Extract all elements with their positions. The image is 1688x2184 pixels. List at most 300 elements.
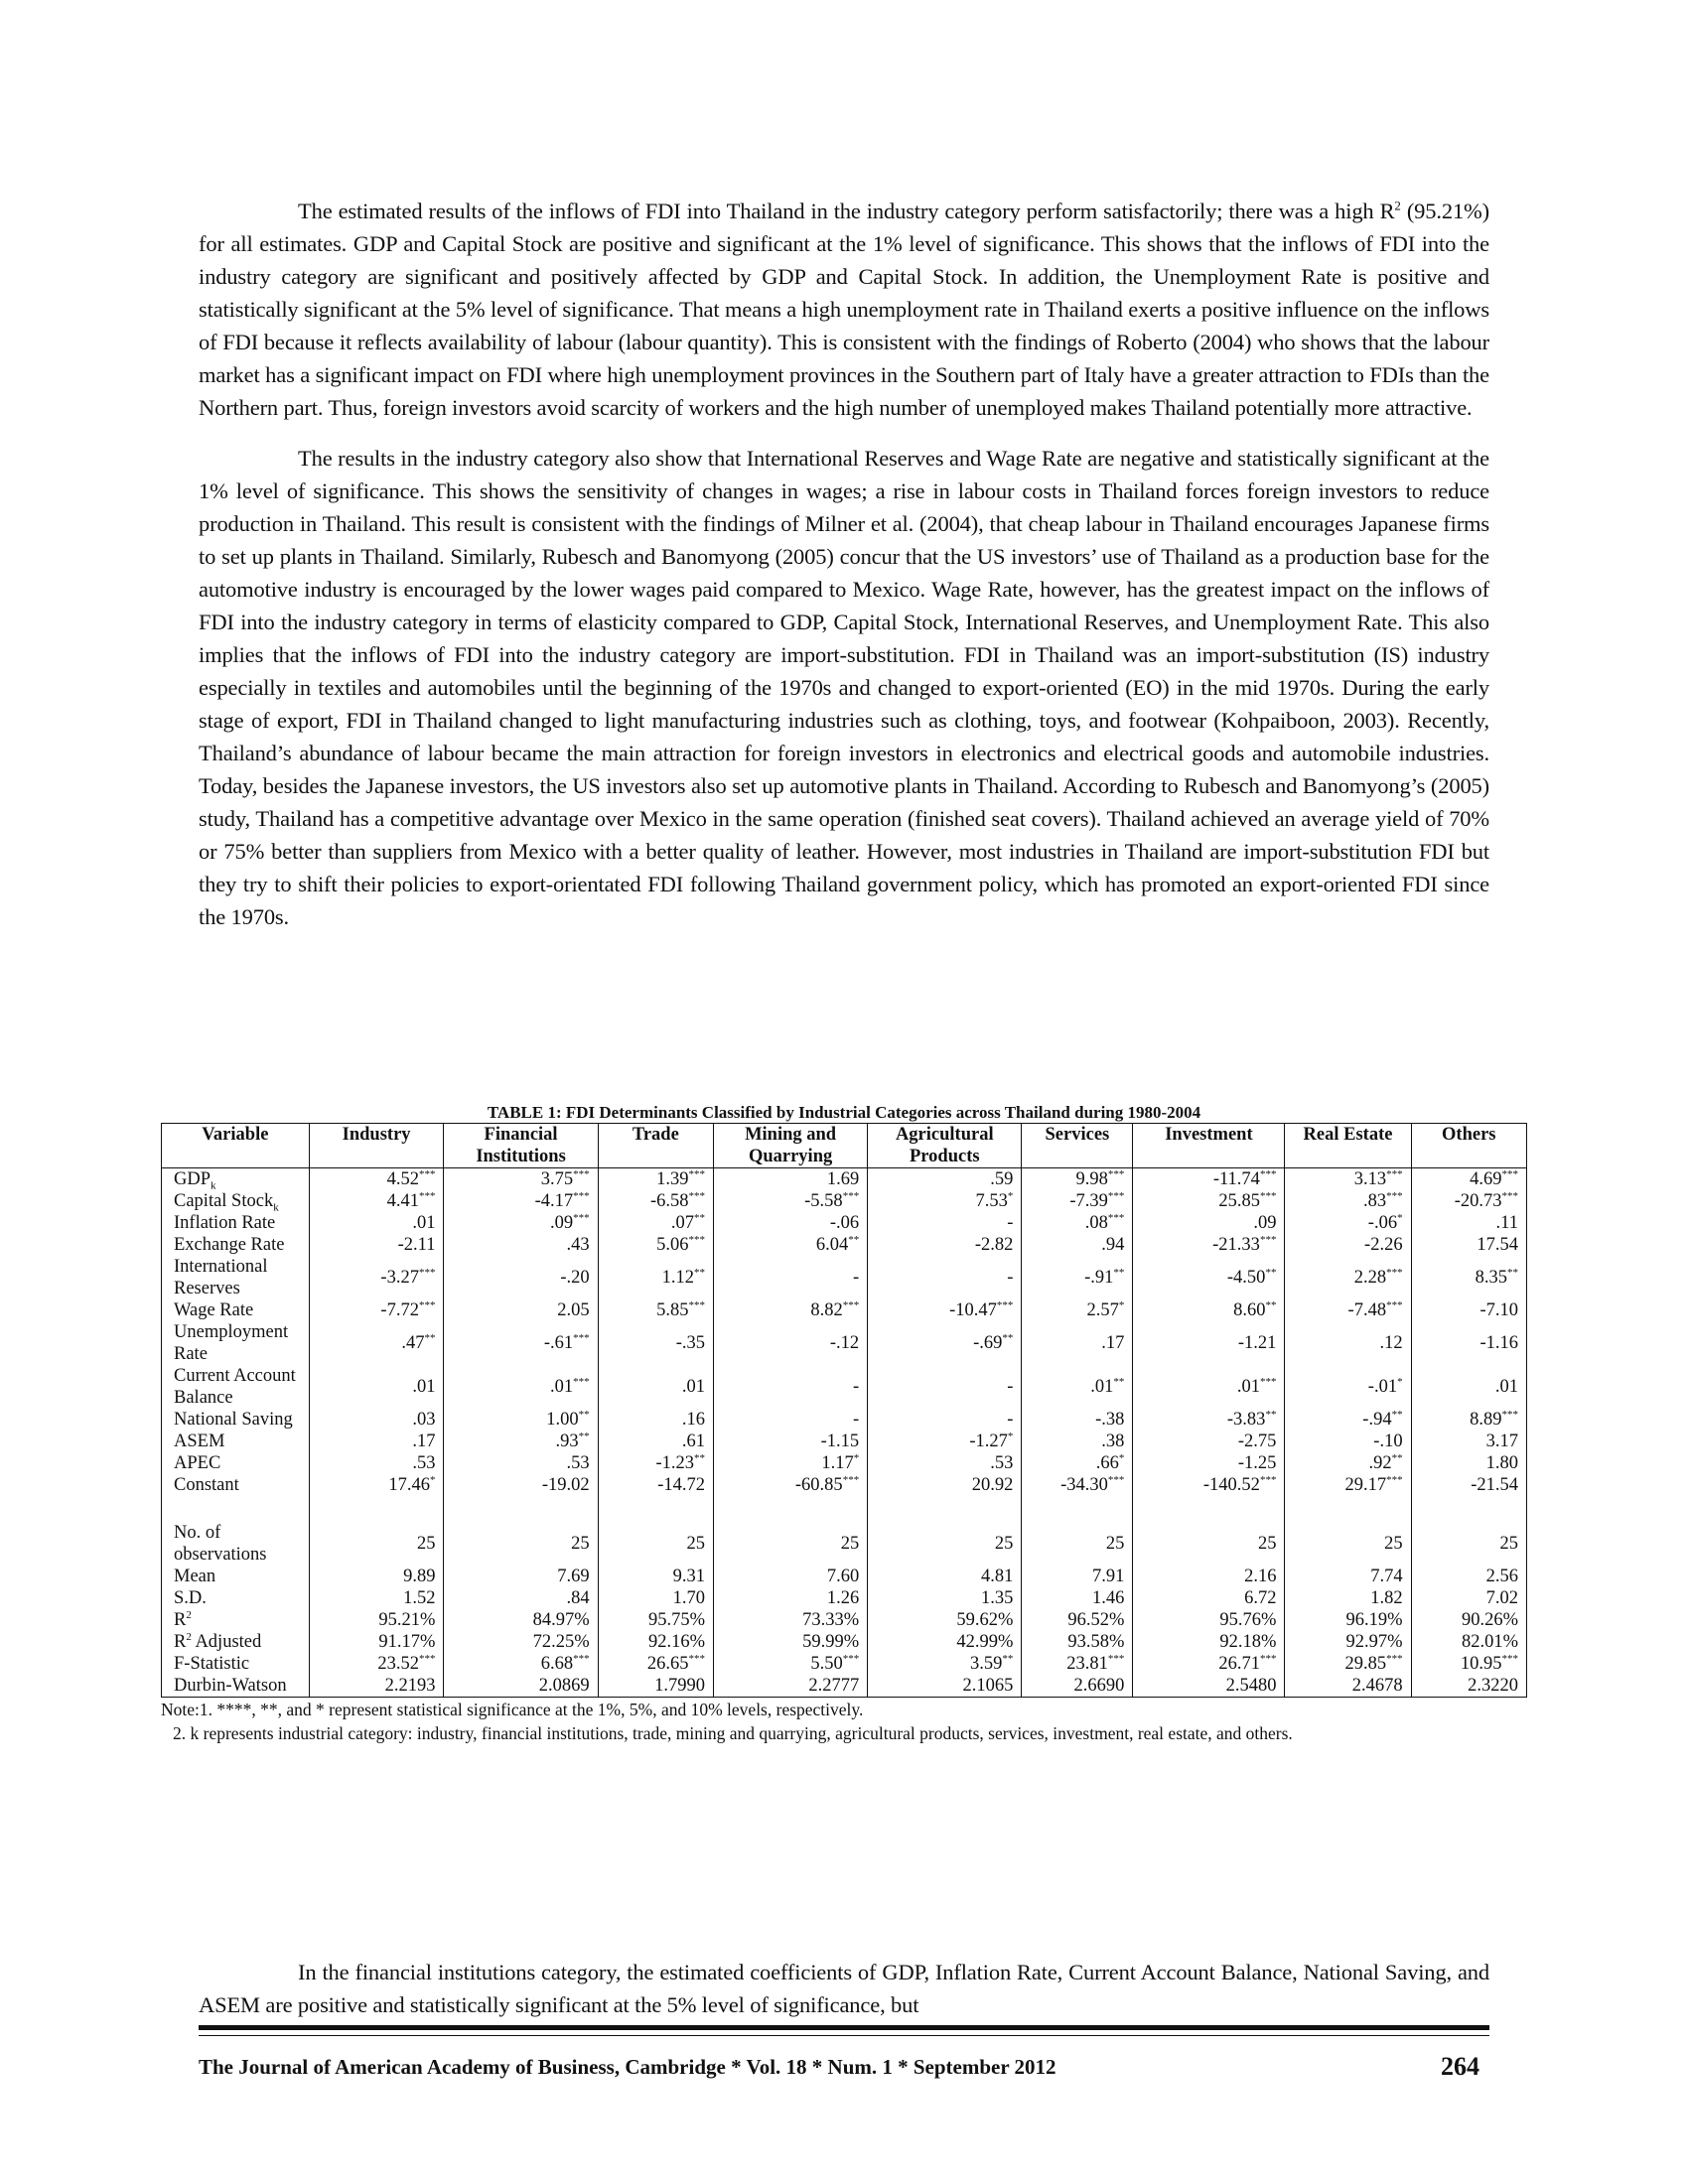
significance-stars: ***: [1107, 1189, 1125, 1202]
table-cell: [714, 1299, 868, 1321]
table-cell: [309, 1212, 444, 1234]
row-label-text: S.D.: [174, 1588, 207, 1608]
cell-value: -60.85: [794, 1475, 843, 1495]
table-row: [162, 1587, 1527, 1609]
cell-value: 59.62%: [956, 1610, 1014, 1630]
spacer-cell: [1022, 1496, 1133, 1522]
table-cell: [1285, 1522, 1411, 1566]
table-cell: [868, 1299, 1022, 1321]
spacer-cell: [1133, 1496, 1285, 1522]
row-label-text: Capital Stock: [174, 1191, 274, 1211]
cell-value: 25: [840, 1534, 860, 1554]
cell-value: -.01: [1367, 1377, 1398, 1397]
cell-value: 2.6690: [1073, 1676, 1125, 1696]
row-label-text: Exchange Rate: [174, 1235, 285, 1255]
significance-stars: **: [1113, 1375, 1125, 1388]
cell-value: -.61: [543, 1333, 574, 1353]
cell-value: 7.02: [1485, 1588, 1518, 1608]
table-cell: [1022, 1365, 1133, 1409]
cell-value: -2.11: [397, 1235, 436, 1255]
cell-value: 1.00: [546, 1410, 579, 1430]
cell-value: 1.7990: [654, 1676, 706, 1696]
cell-value: 25.85: [1218, 1191, 1260, 1211]
table-cell: [1022, 1631, 1133, 1653]
cell-value: -.35: [675, 1333, 706, 1353]
cell-value: -20.73: [1454, 1191, 1502, 1211]
cell-value: .11: [1495, 1213, 1518, 1233]
table-cell: [598, 1299, 713, 1321]
cell-value: 95.75%: [647, 1610, 706, 1630]
cell-value: 3.13: [1353, 1169, 1387, 1189]
row-label: [162, 1587, 310, 1609]
cell-value: .92: [1368, 1453, 1392, 1473]
table-cell: [309, 1234, 444, 1256]
table-cell: [309, 1522, 444, 1566]
significance-stars: **: [694, 1451, 706, 1464]
row-label-text: ASEM: [174, 1432, 225, 1451]
cell-value: 95.21%: [378, 1610, 436, 1630]
table-cell: [1411, 1609, 1526, 1631]
table-cell: [1133, 1631, 1285, 1653]
cell-value: -34.30: [1060, 1475, 1108, 1495]
table-cell: [1285, 1587, 1411, 1609]
table-cell: [309, 1566, 444, 1587]
table-cell: [598, 1365, 713, 1409]
cell-value: -.38: [1095, 1410, 1125, 1430]
table-cell: [598, 1168, 713, 1191]
significance-stars: ***: [418, 1189, 436, 1202]
table-row: [162, 1365, 1527, 1409]
table-cell: [1285, 1452, 1411, 1474]
table-cell: [868, 1474, 1022, 1496]
significance-stars: *: [1118, 1298, 1125, 1311]
significance-stars: **: [1391, 1451, 1403, 1464]
significance-stars: ***: [573, 1211, 590, 1224]
table-cell: [1411, 1168, 1526, 1191]
spacer-cell: [1411, 1496, 1526, 1522]
cell-value: -1.25: [1237, 1453, 1277, 1473]
significance-stars: **: [1265, 1266, 1277, 1279]
cell-value: -.10: [1373, 1432, 1403, 1451]
cell-value: 6.72: [1244, 1588, 1277, 1608]
table-cell: [309, 1452, 444, 1474]
row-label-text: R: [174, 1610, 187, 1630]
table-cell: [868, 1631, 1022, 1653]
table-cell: [598, 1609, 713, 1631]
table-cell: [1022, 1321, 1133, 1365]
table-cell: [598, 1522, 713, 1566]
cell-value: 2.1065: [962, 1676, 1014, 1696]
table-cell: [1022, 1566, 1133, 1587]
significance-stars: ***: [842, 1298, 860, 1311]
table-cell: [1133, 1234, 1285, 1256]
table-cell: [598, 1234, 713, 1256]
cell-value: 25: [994, 1534, 1014, 1554]
cell-value: -7.72: [380, 1300, 419, 1320]
significance-stars: ***: [418, 1652, 436, 1665]
table-cell: [868, 1190, 1022, 1212]
significance-stars: **: [694, 1211, 706, 1224]
table-cell: [1411, 1299, 1526, 1321]
table-cell: [309, 1631, 444, 1653]
cell-value: 1.82: [1370, 1588, 1403, 1608]
table-cell: [714, 1522, 868, 1566]
cell-value: -: [853, 1410, 860, 1430]
significance-stars: ***: [688, 1652, 706, 1665]
cell-value: -21.33: [1212, 1235, 1260, 1255]
row-label: [162, 1631, 310, 1653]
cell-value: -5.58: [804, 1191, 843, 1211]
cell-value: 92.18%: [1219, 1632, 1277, 1652]
row-label: [162, 1653, 310, 1675]
cell-value: 8.89: [1470, 1410, 1502, 1430]
significance-stars: ***: [1386, 1298, 1403, 1311]
cell-value: 1.12: [661, 1268, 695, 1288]
table-cell: [1022, 1675, 1133, 1698]
table-cell: [868, 1452, 1022, 1474]
cell-value: 96.52%: [1067, 1610, 1125, 1630]
cell-value: .59: [990, 1169, 1014, 1189]
table-cell: [868, 1321, 1022, 1365]
significance-stars: ***: [573, 1652, 590, 1665]
cell-value: 25: [571, 1534, 590, 1554]
table-cell: [1285, 1653, 1411, 1675]
cell-value: -1.21: [1237, 1333, 1277, 1353]
table-cell: [714, 1653, 868, 1675]
cell-value: 1.80: [1485, 1453, 1518, 1473]
column-header: Variable: [162, 1124, 310, 1168]
cell-value: 23.81: [1066, 1654, 1108, 1674]
cell-value: -: [853, 1377, 860, 1397]
significance-stars: ***: [1107, 1473, 1125, 1486]
cell-value: 3.17: [1485, 1432, 1518, 1451]
table-cell: [714, 1212, 868, 1234]
significance-stars: ***: [573, 1331, 590, 1344]
table-cell: [1411, 1566, 1526, 1587]
table-cell: [444, 1190, 598, 1212]
significance-stars: ***: [1259, 1652, 1277, 1665]
cell-value: 59.99%: [802, 1632, 860, 1652]
significance-stars: ***: [1386, 1266, 1403, 1279]
table-cell: [1022, 1609, 1133, 1631]
table-cell: [1022, 1653, 1133, 1675]
table-cell: [598, 1631, 713, 1653]
cell-value: .17: [1101, 1333, 1125, 1353]
row-label: [162, 1190, 310, 1212]
table-cell: [868, 1365, 1022, 1409]
cell-value: -.94: [1362, 1410, 1392, 1430]
table-cell: [1133, 1522, 1285, 1566]
table-cell: [598, 1256, 713, 1299]
cell-value: 29.85: [1344, 1654, 1387, 1674]
significance-stars: **: [578, 1430, 590, 1442]
cell-value: 20.92: [971, 1475, 1014, 1495]
cell-value: 5.06: [656, 1235, 689, 1255]
cell-value: -: [1007, 1377, 1014, 1397]
cell-value: .01: [1494, 1377, 1518, 1397]
significance-stars: ***: [1386, 1473, 1403, 1486]
cell-value: .53: [990, 1453, 1014, 1473]
cell-value: 6.04: [815, 1235, 849, 1255]
table-cell: [714, 1365, 868, 1409]
table-cell: [868, 1212, 1022, 1234]
cell-value: .03: [412, 1410, 436, 1430]
cell-value: 7.91: [1092, 1567, 1125, 1586]
table-cell: [598, 1321, 713, 1365]
table-cell: [1022, 1409, 1133, 1431]
table-cell: [1285, 1212, 1411, 1234]
table-cell: [1411, 1522, 1526, 1566]
paragraph-1: [199, 195, 1489, 424]
row-label: [162, 1452, 310, 1474]
table-cell: [309, 1587, 444, 1609]
spacer-cell: [309, 1496, 444, 1522]
cell-value: 26.65: [646, 1654, 689, 1674]
note-1: Note:1. ****, **, and * represent statistical significance at the 1%, 5%, and 10% levels, respectively.: [161, 1700, 864, 1719]
significance-stars: ***: [1107, 1211, 1125, 1224]
significance-stars: ***: [1259, 1167, 1277, 1180]
table-row: [162, 1321, 1527, 1365]
cell-value: .16: [681, 1410, 706, 1430]
row-label: [162, 1365, 310, 1409]
cell-value: 2.4678: [1351, 1676, 1403, 1696]
table-cell: [868, 1168, 1022, 1191]
table-cell: [1285, 1168, 1411, 1191]
cell-value: .01: [1090, 1377, 1114, 1397]
table-header-row: [162, 1124, 1527, 1168]
table-cell: [1133, 1431, 1285, 1452]
table-cell: [598, 1190, 713, 1212]
significance-stars: ***: [688, 1233, 706, 1246]
cell-value: -19.02: [541, 1475, 590, 1495]
significance-stars: ***: [1259, 1375, 1277, 1388]
cell-value: 2.05: [557, 1300, 590, 1320]
table-cell: [1411, 1234, 1526, 1256]
significance-stars: ***: [842, 1652, 860, 1665]
cell-value: .01: [1236, 1377, 1260, 1397]
cell-value: .66: [1095, 1453, 1119, 1473]
table-cell: [598, 1452, 713, 1474]
row-label-text: No. of observations: [174, 1523, 267, 1565]
table-cell: [868, 1409, 1022, 1431]
table-cell: [444, 1212, 598, 1234]
significance-stars: *: [1118, 1451, 1125, 1464]
r-squared-superscript: 2: [1394, 198, 1401, 213]
table-cell: [1022, 1256, 1133, 1299]
table-cell: [444, 1431, 598, 1452]
table-row: [162, 1631, 1527, 1653]
table-cell: [1133, 1321, 1285, 1365]
cell-value: -7.48: [1347, 1300, 1387, 1320]
paragraph-3: In the financial institutions category, the estimated coefficients of GDP, Inflation Rate, Current Account Balance, National Saving, and ASEM are positive and statistically significant at the 5% level of significance, but: [199, 1960, 1489, 2017]
cell-value: -10.47: [949, 1300, 997, 1320]
cell-value: 25: [1105, 1534, 1125, 1554]
table-cell: [309, 1321, 444, 1365]
cell-value: 7.53: [975, 1191, 1008, 1211]
cell-value: -4.50: [1226, 1268, 1266, 1288]
significance-stars: ***: [1501, 1189, 1518, 1202]
table-cell: [1133, 1653, 1285, 1675]
table-cell: [1022, 1587, 1133, 1609]
significance-stars: ***: [688, 1189, 706, 1202]
table-cell: [1022, 1474, 1133, 1496]
cell-value: 2.5480: [1225, 1676, 1277, 1696]
significance-stars: ***: [842, 1189, 860, 1202]
table-cell: [598, 1566, 713, 1587]
table-cell: [1133, 1587, 1285, 1609]
table-cell: [598, 1431, 713, 1452]
cell-value: -3.83: [1226, 1410, 1266, 1430]
cell-value: 82.01%: [1461, 1632, 1518, 1652]
table-row: [162, 1299, 1527, 1321]
cell-value: 25: [1384, 1534, 1403, 1554]
spacer-cell: [868, 1496, 1022, 1522]
table-row: [162, 1234, 1527, 1256]
cell-value: 1.52: [403, 1588, 436, 1608]
significance-stars: *: [1007, 1430, 1014, 1442]
table-cell: [309, 1190, 444, 1212]
significance-stars: **: [1265, 1298, 1277, 1311]
table-cell: [598, 1587, 713, 1609]
spacer-cell: [162, 1496, 310, 1522]
cell-value: 5.85: [656, 1300, 689, 1320]
table-cell: [1133, 1409, 1285, 1431]
cell-value: -: [1007, 1213, 1014, 1233]
cell-value: 3.75: [540, 1169, 574, 1189]
table-cell: [1411, 1675, 1526, 1698]
table-cell: [598, 1212, 713, 1234]
column-header: Trade: [598, 1124, 713, 1168]
table-cell: [1285, 1299, 1411, 1321]
significance-stars: ***: [1501, 1652, 1518, 1665]
cell-value: 7.69: [557, 1567, 590, 1586]
table-cell: [1285, 1190, 1411, 1212]
cell-value: .17: [412, 1432, 436, 1451]
cell-value: 2.0869: [538, 1676, 590, 1696]
table-cell: [868, 1256, 1022, 1299]
cell-value: 92.16%: [647, 1632, 706, 1652]
row-label: [162, 1431, 310, 1452]
table-cell: [714, 1234, 868, 1256]
table-cell: [868, 1234, 1022, 1256]
table-1: [161, 1103, 1527, 1745]
paragraph-1-text-b: (95.21%) for all estimates. GDP and Capital Stock are positive and significant at the 1% level of significance. This shows that the inflows of FDI into the industry category are significant and positively affected by GDP and Capital Stock. In addition, the Unemployment Rate is positive and statistically significant at the 5% level of significance. That means a high unemployment rate in Thailand exerts a positive influence on the inflows of FDI because it reflects availability of labour (labour quantity). This is consistent with the findings of Roberto (2004) who shows that the labour market has a significant impact on FDI where high unemployment provinces in the Southern part of Italy have a greater attraction to FDIs than the Northern part. Thus, foreign investors avoid scarcity of workers and the high number of unemployed makes Thailand potentially more attractive.: [199, 199, 1489, 420]
significance-stars: *: [1397, 1375, 1403, 1388]
cell-value: 2.3220: [1468, 1676, 1518, 1696]
table-row: [162, 1409, 1527, 1431]
table-cell: [714, 1256, 868, 1299]
table-cell: [1285, 1566, 1411, 1587]
cell-value: 4.52: [386, 1169, 419, 1189]
cell-value: 5.50: [810, 1654, 843, 1674]
significance-stars: **: [1507, 1266, 1518, 1279]
journal-citation: The Journal of American Academy of Business, Cambridge * Vol. 18 * Num. 1 * September 2012: [199, 2055, 1056, 2079]
table-cell: [444, 1256, 598, 1299]
cell-value: -.91: [1084, 1268, 1114, 1288]
cell-value: 2.16: [1244, 1567, 1277, 1586]
table-cell: [444, 1631, 598, 1653]
cell-value: -140.52: [1202, 1475, 1260, 1495]
cell-value: -2.26: [1364, 1235, 1403, 1255]
table-row: [162, 1675, 1527, 1698]
cell-value: 2.56: [1485, 1567, 1518, 1586]
table-cell: [1022, 1431, 1133, 1452]
row-label-text: International Reserves: [174, 1257, 268, 1298]
cell-value: 23.52: [377, 1654, 419, 1674]
table-cell: [598, 1409, 713, 1431]
table-cell: [1022, 1212, 1133, 1234]
table-cell: [444, 1675, 598, 1698]
cell-value: 42.99%: [956, 1632, 1014, 1652]
cell-value: 3.59: [969, 1654, 1003, 1674]
cell-value: .09: [550, 1213, 574, 1233]
cell-value: 1.39: [656, 1169, 689, 1189]
cell-value: -1.16: [1479, 1333, 1518, 1353]
row-label-text: GDP: [174, 1169, 211, 1189]
table-cell: [598, 1675, 713, 1698]
table-cell: [309, 1431, 444, 1452]
cell-value: .93: [555, 1432, 579, 1451]
paragraph-2: The results in the industry category also show that International Reserves and Wage Rate are negative and statistically significant at the 1% level of significance. This shows the sensitivity of changes in wages; a rise in labour costs in Thailand forces foreign investors to reduce production in Thailand. This result is consistent with the findings of Milner et al. (2004), that cheap labour in Thailand encourages Japanese firms to set up plants in Thailand. Similarly, Rubesch and Banomyong (2005) concur that the US investors’ use of Thailand as a production base for the automotive industry is encouraged by the lower wages paid compared to Mexico. Wage Rate, however, has the greatest impact on the inflows of FDI into the industry category in terms of elasticity compared to GDP, Capital Stock, International Reserves, and Unemployment Rate. This also implies that the inflows of FDI into the industry category are import-substitution. FDI in Thailand was an import-substitution (IS) industry especially in textiles and automobiles until the beginning of the 1970s and changed to export-oriented (EO) in the mid 1970s. During the early stage of export, FDI in Thailand changed to light manufacturing industries such as clothing, toys, and footwear (Kohpaiboon, 2003). Recently, Thailand’s abundance of labour became the main attraction for foreign investors in electronics and electrical goods and automobile industries. Today, besides the Japanese investors, the US investors also set up automotive plants in Thailand. According to Rubesch and Banomyong’s (2005) study, Thailand has a competitive advantage over Mexico in the same operation (finished seat covers). Thailand achieved an average yield of 70% or 75% better than suppliers from Mexico with a better quality of leather. However, most industries in Thailand are import-substitution FDI but they try to shift their policies to export-orientated FDI following Thailand government policy, which has promoted an export-oriented FDI since the 1970s.: [199, 446, 1489, 929]
table-cell: [1133, 1256, 1285, 1299]
table-row: [162, 1431, 1527, 1452]
cell-value: -4.17: [534, 1191, 574, 1211]
cell-value: 6.68: [540, 1654, 574, 1674]
significance-stars: **: [1391, 1408, 1403, 1421]
table-cell: [444, 1566, 598, 1587]
significance-stars: *: [1007, 1189, 1014, 1202]
table-cell: [868, 1609, 1022, 1631]
table-cell: [1133, 1675, 1285, 1698]
table-row: [162, 1609, 1527, 1631]
table-cell: [444, 1522, 598, 1566]
table-cell: [444, 1609, 598, 1631]
cell-value: 2.2777: [808, 1676, 860, 1696]
row-label: [162, 1675, 310, 1698]
table-cell: [1285, 1365, 1411, 1409]
table-cell: [714, 1631, 868, 1653]
cell-value: -11.74: [1212, 1169, 1260, 1189]
table-cell: [868, 1653, 1022, 1675]
cell-value: -.06: [829, 1213, 860, 1233]
row-label-text: R: [174, 1632, 187, 1652]
table-cell: [309, 1675, 444, 1698]
row-label-text: F-Statistic: [174, 1654, 250, 1674]
spacer-cell: [714, 1496, 868, 1522]
row-label-subscript: k: [273, 1201, 279, 1214]
row-label-suffix: Adjusted: [191, 1632, 262, 1652]
cell-value: .01: [681, 1377, 706, 1397]
spacer-row: [162, 1496, 1527, 1522]
table-cell: [444, 1168, 598, 1191]
cell-value: -2.75: [1237, 1432, 1277, 1451]
table-cell: [868, 1522, 1022, 1566]
table-cell: [1133, 1212, 1285, 1234]
table-row: [162, 1566, 1527, 1587]
table-cell: [714, 1168, 868, 1191]
table-cell: [714, 1474, 868, 1496]
cell-value: .08: [1084, 1213, 1108, 1233]
significance-stars: ***: [1386, 1167, 1403, 1180]
table-cell: [1285, 1409, 1411, 1431]
cell-value: -1.27: [969, 1432, 1008, 1451]
table-cell: [1133, 1168, 1285, 1191]
row-label-text: Durbin-Watson: [174, 1676, 287, 1696]
cell-value: 25: [1499, 1534, 1518, 1554]
table-cell: [1411, 1587, 1526, 1609]
table-cell: [868, 1587, 1022, 1609]
table-cell: [444, 1299, 598, 1321]
